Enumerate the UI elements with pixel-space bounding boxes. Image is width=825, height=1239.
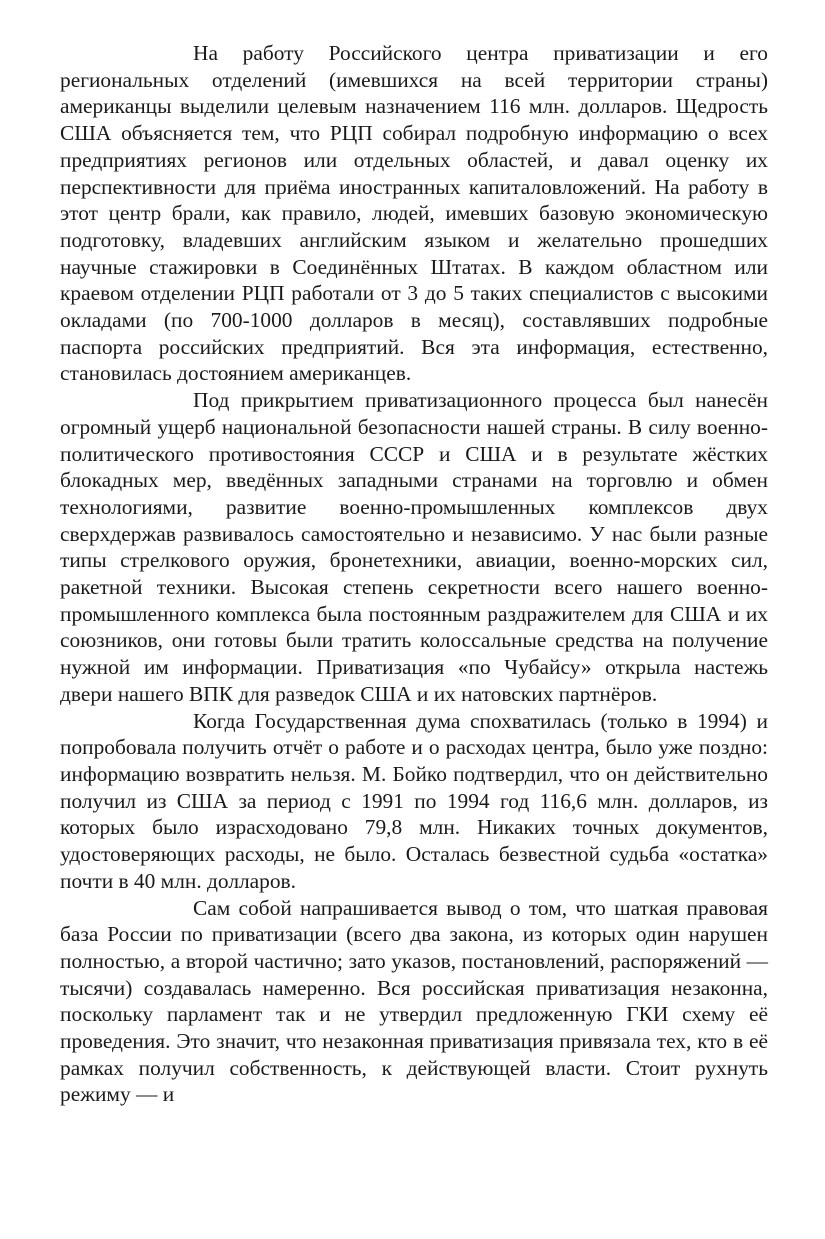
document-page	[60, 40, 768, 1108]
paragraph-rcp-funding: На работу Российского центра приватизации и его региональных отделений (имевшихся на всей территории страны) американцы выделили целевым назначением 116 млн. долларов. Щедрость США объясняется тем, что РЦП собирал подробную информацию о всех предприятиях регионов или отдельных областей, и давал оценку их перспективности для приёма иностранных капиталовложений. На работу в этот центр брали, как правило, людей, имевших базовую экономическую подготовку, владевших английским языком и желательно прошедших научные стажировки в Соединённых Штатах. В каждом областном или краевом отделении РЦП работали от 3 до 5 таких специалистов с высокими окладами (по 700-1000 долларов в месяц), составлявших подробные паспорта российских предприятий. Вся эта информация, естественно, становилась достоянием американцев.	[60, 41, 768, 386]
paragraph-duma-report: Когда Государственная дума спохватилась (только в 1994) и попробовала получить отчёт о работе и о расходах центра, было уже поздно: информацию возвратить нельзя. М. Бойко подтвердил, что он действительно получил из США за период с 1991 по 1994 год 116,6 млн. долларов, из которых было израсходовано 79,8 млн. Никаких точных документов, удостоверяющих расходы, не было. Осталась безвестной судьба «остатка» почти в 40 млн. долларов.	[60, 708, 768, 893]
paragraph-legal-base: Сам собой напрашивается вывод о том, что шаткая правовая база России по приватизации (всего два закона, из которых один нарушен полностью, а второй частично; зато указов, постановлений, распоряжений — тысячи) создавалась намеренно. Вся российская приватизация незаконна, поскольку парламент так и не утвердил предложенную ГКИ схему её проведения. Это значит, что незаконная приватизация привязала тех, кто в её рамках получил собственность, к действующей власти. Стоит рухнуть режиму — и	[60, 895, 768, 1107]
paragraph-national-security: Под прикрытием приватизационного процесса был нанесён огромный ущерб национальной безопасности нашей страны. В силу военно-политического противостояния СССР и США и в результате жёстких блокадных мер, введённых западными странами на торговлю и обмен технологиями, развитие военно-промышленных комплексов двух сверхдержав развивалось самостоятельно и независимо. У нас были разные типы стрелкового оружия, бронетехники, авиации, военно-морских сил, ракетной техники. Высокая степень секретности всего нашего военно-промышленного комплекса была постоянным раздражителем для США и их союзников, они готовы были тратить колоссальные средства на получение нужной им информации. Приватизация «по Чубайсу» открыла настежь двери нашего ВПК для разведок США и их натовских партнёров.	[60, 388, 768, 706]
